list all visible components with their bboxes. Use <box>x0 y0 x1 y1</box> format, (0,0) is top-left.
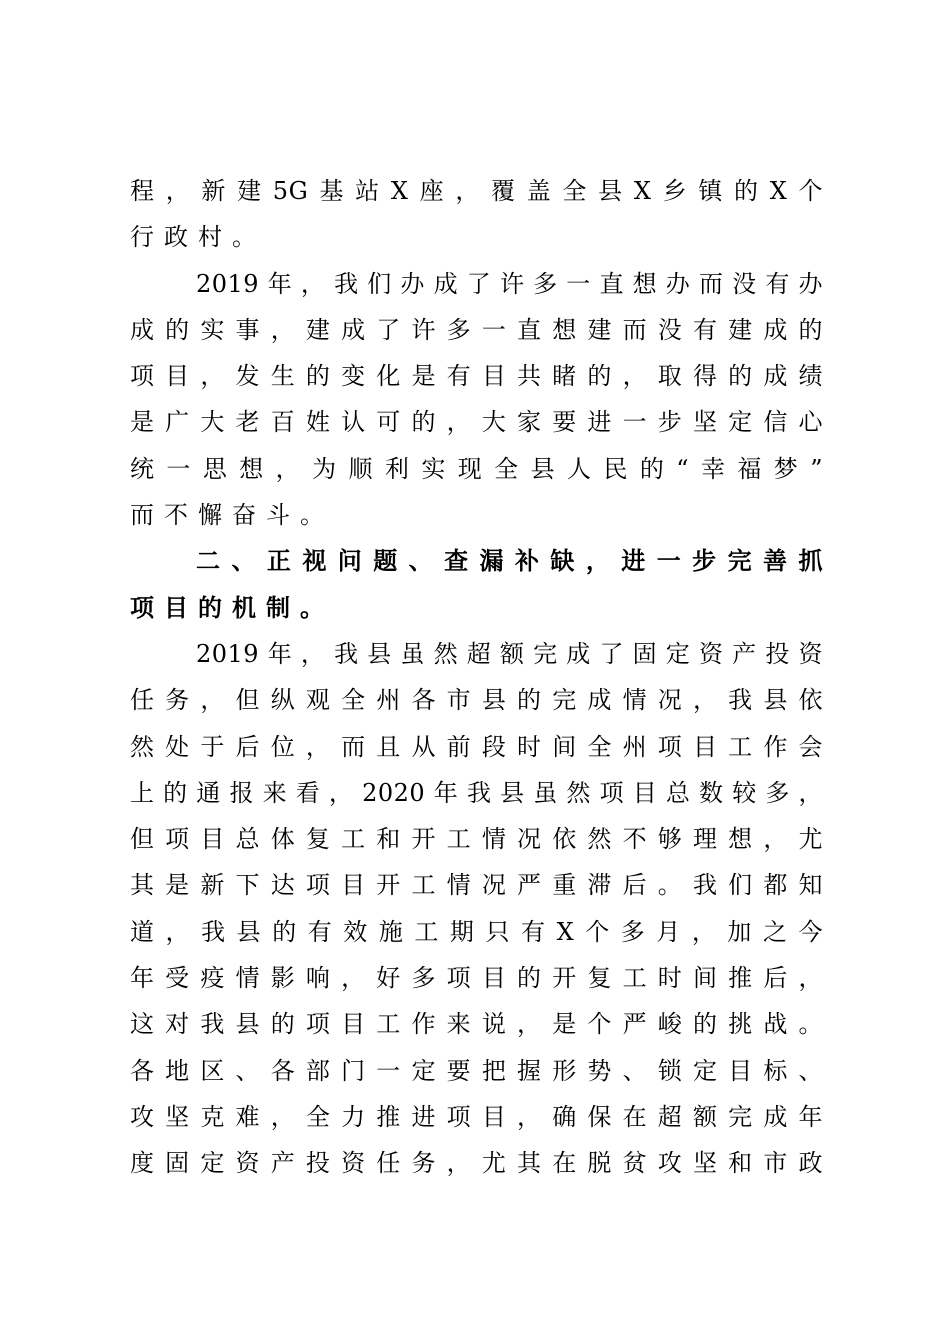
text-line: 而不懈奋斗。 <box>130 501 334 530</box>
text-line: 是广大老百姓认可的，大家要进一步坚定信心 <box>130 408 823 437</box>
text-line: 项目，发生的变化是有目共睹的，取得的成绩 <box>130 362 823 391</box>
text-line: 道，我县的有效施工期只有X个多月，加之今 <box>130 917 823 946</box>
section-heading: 项目的机制。 <box>130 593 334 622</box>
section-heading: 二、正视问题、查漏补缺，进一步完善抓 <box>196 547 823 576</box>
text-line: 任务，但纵观全州各市县的完成情况，我县依 <box>130 686 823 715</box>
text-line: 成的实事，建成了许多一直想建而没有建成的 <box>130 315 823 344</box>
text-line: 程，新建5G基站X座，覆盖全县X乡镇的X个 <box>130 177 823 205</box>
paragraph-first-line: 2019年，我们办成了许多一直想办而没有办 <box>196 269 823 298</box>
text-line: 但项目总体复工和开工情况依然不够理想，尤 <box>130 825 823 854</box>
text-line: 度固定资产投资任务，尤其在脱贫攻坚和市政 <box>130 1149 823 1178</box>
document-body <box>130 168 823 1187</box>
text-line: 各地区、各部门一定要把握形势、锁定目标、 <box>130 1056 823 1085</box>
text-line: 这对我县的项目工作来说，是个严峻的挑战。 <box>130 1010 823 1039</box>
text-line: 行政村。 <box>130 223 266 252</box>
paragraph-first-line: 2019年，我县虽然超额完成了固定资产投资 <box>196 639 823 668</box>
text-line: 然处于后位，而且从前段时间全州项目工作会 <box>130 732 823 761</box>
text-line: 其是新下达项目开工情况严重滞后。我们都知 <box>130 871 823 900</box>
text-line: 攻坚克难，全力推进项目，确保在超额完成年 <box>130 1102 823 1131</box>
text-line: 统一思想，为顺利实现全县人民的“幸福梦” <box>130 454 823 483</box>
text-line: 上的通报来看，2020年我县虽然项目总数较多， <box>130 778 823 807</box>
text-line: 年受疫情影响，好多项目的开复工时间推后， <box>130 964 823 993</box>
